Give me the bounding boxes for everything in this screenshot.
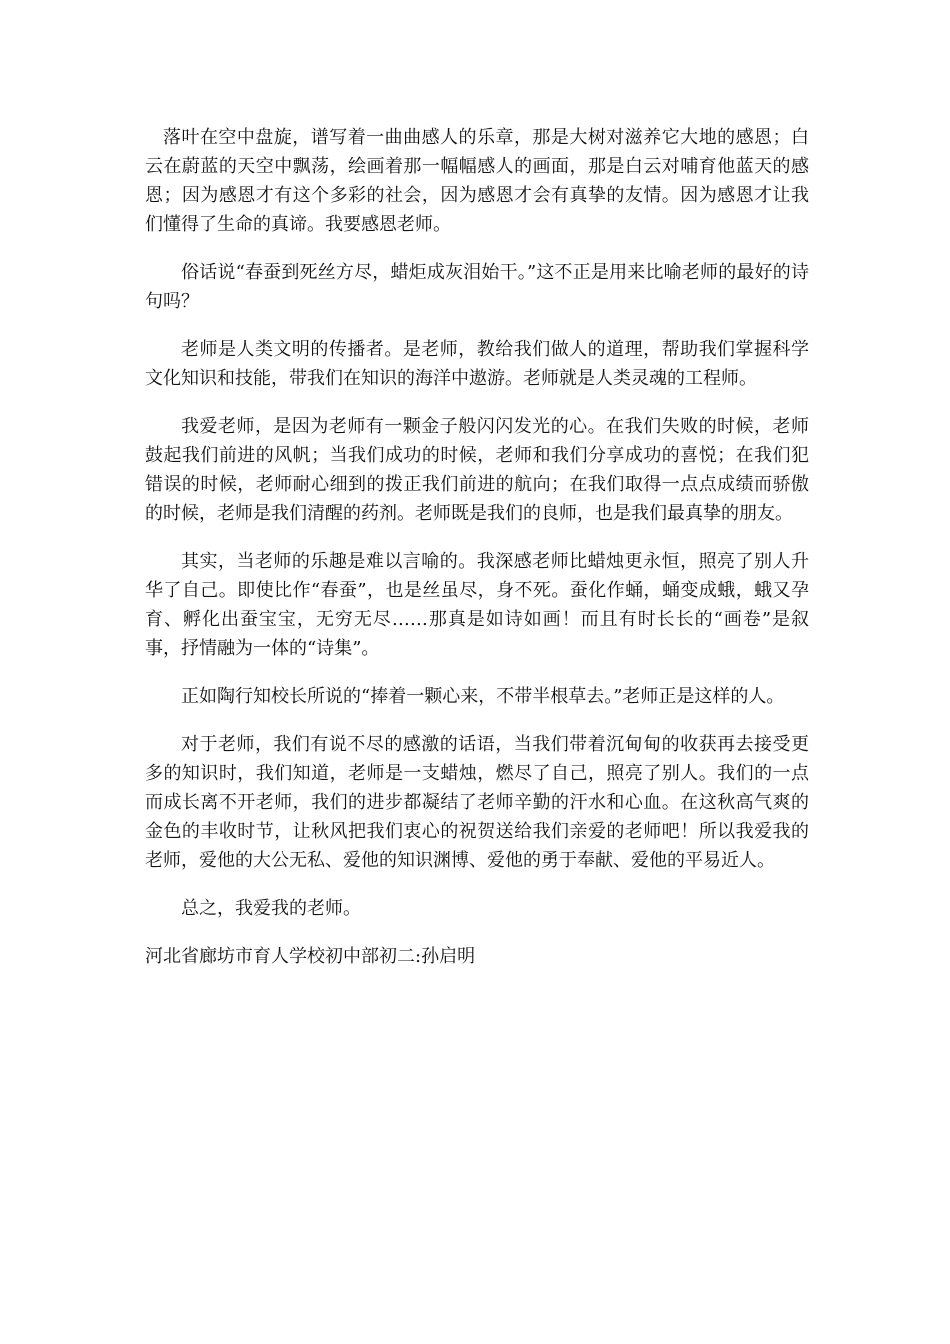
paragraph-gratitude: 对于老师，我们有说不尽的感激的话语，当我们带着沉甸甸的收获再去接受更多的知识时，我们知道，老师是一支蜡烛，燃尽了自己，照亮了别人。我们的一点而成长离不开老师，我们的进步都凝结了老师辛勤的汗水和心血。在这秋高气爽的金色的丰收时节，让秋风把我们衷心的祝贺送给我们亲爱的老师吧！所以我爱我的老师，爱他的大公无私、爱他的知识渊博、爱他的勇于奉献、爱他的平易近人。 bbox=[145, 734, 809, 871]
paragraph-quote: 正如陶行知校长所说的“捧着一颗心来，不带半根草去。”老师正是这样的人。 bbox=[181, 686, 785, 707]
paragraph-teacher-role: 老师是人类文明的传播者。是老师，教给我们做人的道理，帮助我们掌握科学文化知识和技能，带我们在知识的海洋中遨游。老师就是人类灵魂的工程师。 bbox=[145, 339, 809, 389]
author-signature: 河北省廊坊市育人学校初中部初二:孙启明 bbox=[145, 946, 476, 967]
paragraph-intro: 落叶在空中盘旋，谱写着一曲曲感人的乐章，那是大树对滋养它大地的感恩；白云在蔚蓝的天空中飘荡，绘画着那一幅幅感人的画面，那是白云对哺育他蓝天的感恩；因为感恩才有这个多彩的社会，因为感恩才会有真挚的友情。因为感恩才让我们懂得了生命的真谛。我要感恩老师。 bbox=[145, 127, 809, 235]
paragraph-conclusion: 总之，我爱我的老师。 bbox=[181, 898, 361, 919]
paragraph-love-teacher: 我爱老师，是因为老师有一颗金子般闪闪发光的心。在我们失败的时候，老师鼓起我们前进的风帆；当我们成功的时候，老师和我们分享成功的喜悦；在我们犯错误的时候，老师耐心细到的拨正我们前进的航向；在我们取得一点点成绩而骄傲的时候，老师是我们清醒的药剂。老师既是我们的良师，也是我们最真挚的朋友。 bbox=[145, 416, 809, 524]
paragraph-joy: 其实，当老师的乐趣是难以言喻的。我深感老师比蜡烛更永恒，照亮了别人升华了自己。即使比作“春蚕”，也是丝虽尽，身不死。蚕化作蛹，蛹变成蛾，蛾又孕育、孵化出蚕宝宝，无穷无尽……那真是如诗如画！而且有时长长的“画卷”是叙事，抒情融为一体的“诗集”。 bbox=[145, 551, 809, 659]
document-body bbox=[145, 123, 809, 971]
paragraph-proverb: 俗话说“春蚕到死丝方尽，蜡炬成灰泪始干。”这不正是用来比喻老师的最好的诗句吗？ bbox=[145, 262, 809, 312]
